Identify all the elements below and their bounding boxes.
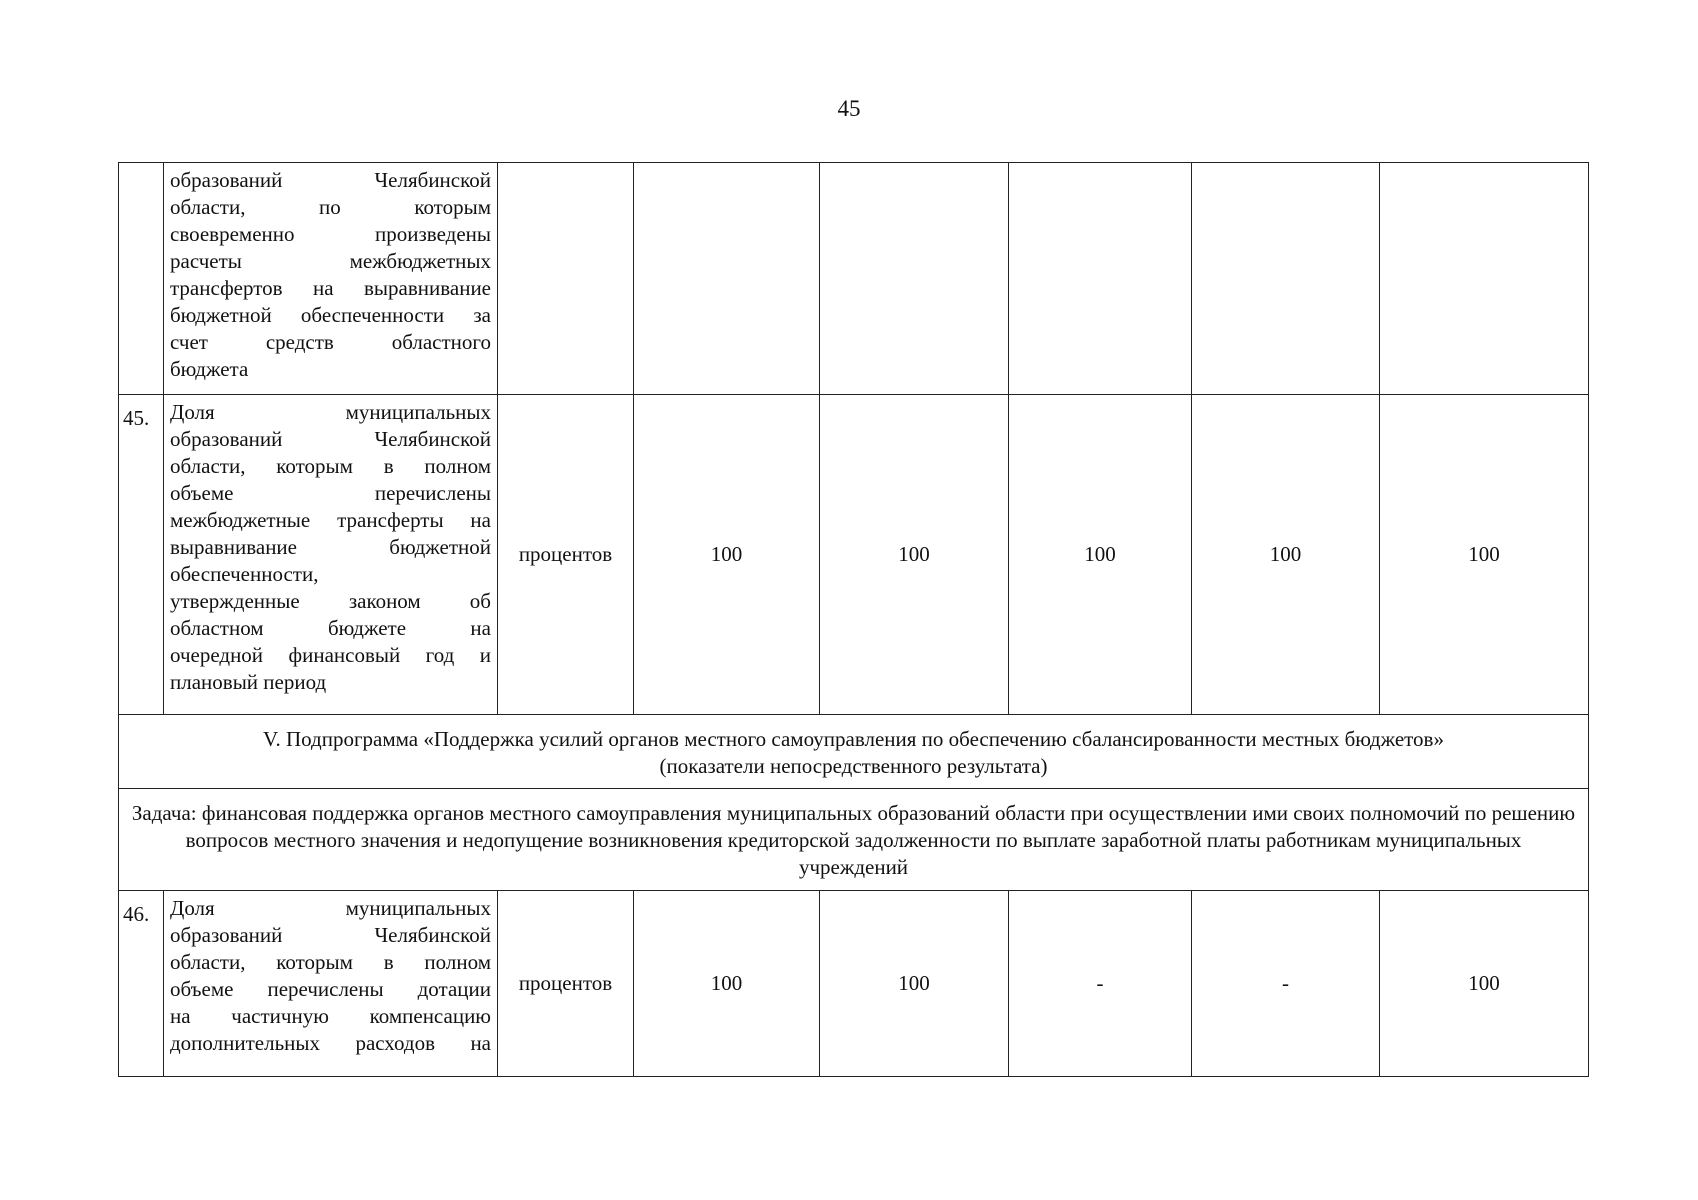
row-number-cell: 45.	[119, 395, 164, 715]
table-row-45	[119, 395, 1589, 715]
section-title-cell	[119, 715, 1589, 789]
name-line: счет средств областного	[170, 330, 491, 354]
name-line: утвержденные законом об	[170, 589, 491, 613]
table-row-46	[119, 891, 1589, 1077]
name-line: образований Челябинской	[170, 168, 491, 192]
unit-cell: процентов	[498, 891, 634, 1077]
name-line: на частичную компенсацию	[170, 1004, 491, 1028]
unit-cell	[498, 163, 634, 395]
name-line: бюджетной обеспеченности за	[170, 303, 491, 327]
value-cell: -	[1192, 891, 1380, 1077]
indicator-name-cell	[164, 163, 498, 395]
unit-cell: процентов	[498, 395, 634, 715]
name-line: обеспеченности,	[170, 562, 319, 586]
name-line: дополнительных расходов на	[170, 1031, 491, 1055]
row-number-cell: 46.	[119, 891, 164, 1077]
name-line: бюджета	[170, 357, 249, 381]
indicators-table	[118, 162, 1589, 1077]
name-line: плановый период	[170, 670, 327, 694]
name-line: очередной финансовый год и	[170, 643, 491, 667]
table-row-continuation	[119, 163, 1589, 395]
name-line: Доля муниципальных	[170, 896, 491, 920]
value-cell: 100	[1009, 395, 1192, 715]
section-subtitle: (показатели непосредственного результата)	[659, 753, 1048, 778]
value-cell: 100	[634, 395, 820, 715]
name-line: области, которым в полном	[170, 950, 491, 974]
name-line: объеме перечислены дотации	[170, 977, 491, 1001]
value-cell: 100	[1192, 395, 1380, 715]
value-cell	[1380, 163, 1589, 395]
value-cell	[634, 163, 820, 395]
value-cell	[820, 163, 1009, 395]
section-title: V. Подпрограмма «Поддержка усилий органов местного самоуправления по обеспечению сбалансированности местных бюджетов»	[263, 726, 1444, 751]
name-line: образований Челябинской	[170, 923, 491, 947]
name-line: расчеты межбюджетных	[170, 249, 491, 273]
value-cell	[1009, 163, 1192, 395]
name-line: Доля муниципальных	[170, 400, 491, 424]
indicator-name-cell	[164, 891, 498, 1077]
name-line: областном бюджете на	[170, 616, 491, 640]
name-line: образований Челябинской	[170, 427, 491, 451]
value-cell: 100	[634, 891, 820, 1077]
value-cell: 100	[1380, 395, 1589, 715]
value-cell: 100	[820, 891, 1009, 1077]
task-row	[119, 789, 1589, 891]
row-number-cell	[119, 163, 164, 395]
name-line: области, которым в полном	[170, 454, 491, 478]
name-line: своевременно произведены	[170, 222, 491, 246]
value-cell: 100	[1380, 891, 1589, 1077]
name-line: межбюджетные трансферты на	[170, 508, 491, 532]
value-cell	[1192, 163, 1380, 395]
page-number: 45	[837, 96, 861, 121]
name-line: области, по которым	[170, 195, 491, 219]
name-line: выравнивание бюджетной	[170, 535, 491, 559]
task-cell	[119, 789, 1589, 891]
task-text: Задача: финансовая поддержка органов местного самоуправления муниципальных образований области при осуществлении ими своих полномочий по решению вопросов местного значения и недопущение возникновения кредиторской задолженности по выплате заработной платы работникам муниципальных учреждений	[131, 801, 1576, 879]
value-cell: -	[1009, 891, 1192, 1077]
name-line: объеме перечислены	[170, 481, 491, 505]
value-cell: 100	[820, 395, 1009, 715]
section-header-row	[119, 715, 1589, 789]
name-line: трансфертов на выравнивание	[170, 276, 491, 300]
indicator-name-cell	[164, 395, 498, 715]
